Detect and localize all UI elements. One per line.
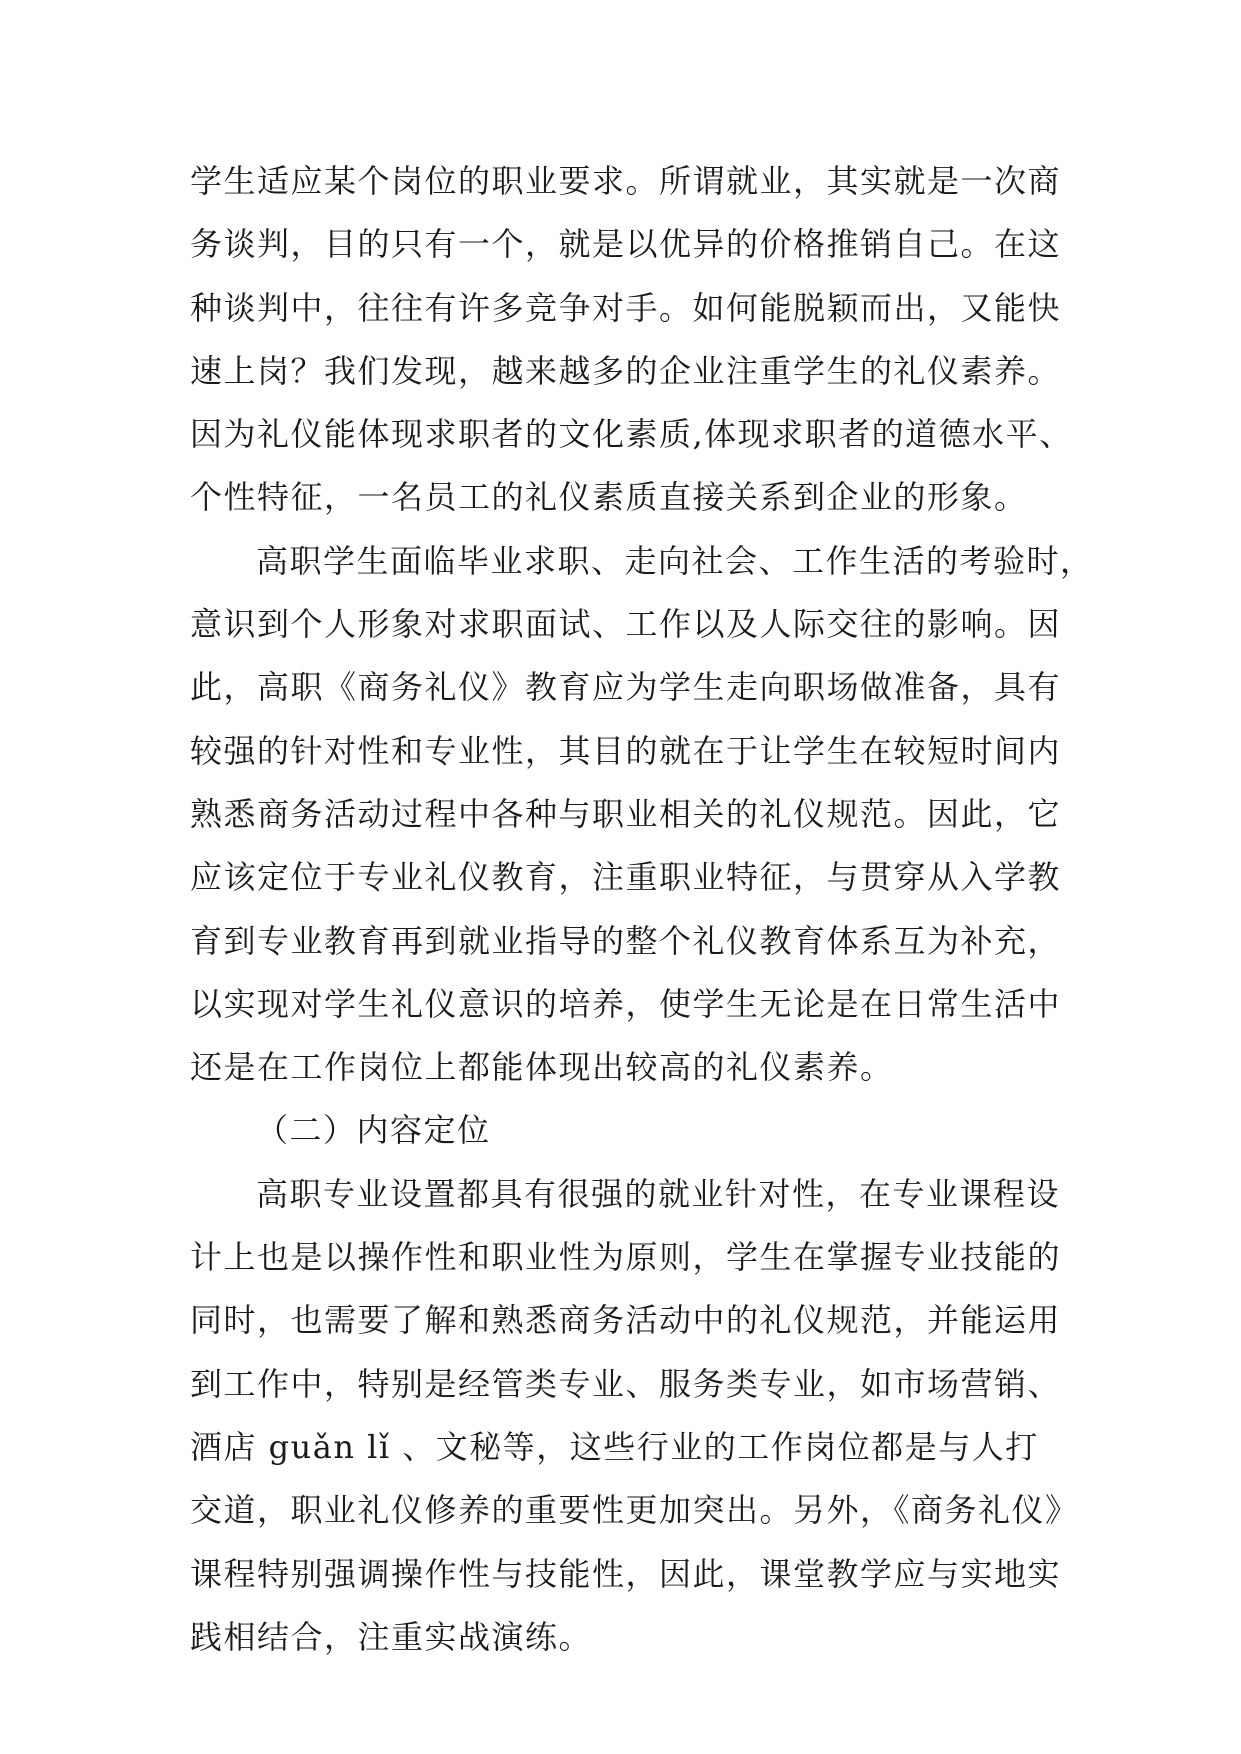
body-text	[190, 150, 1094, 1669]
section-heading: （二）内容定位	[256, 1111, 491, 1150]
text-line: 计上也是以操作性和职业性为原则，学生在掌握专业技能的	[190, 1238, 1062, 1277]
text-line: 践相结合，注重实战演练。	[190, 1617, 593, 1656]
text-line: 育到专业教育再到就业指导的整个礼仪教育体系互为补充，	[190, 921, 1062, 960]
text-line: 较强的针对性和专业性，其目的就在于让学生在较短时间内	[190, 731, 1062, 770]
text-line: 种谈判中，往往有许多竞争对手。如何能脱颖而出，又能快	[190, 288, 1062, 327]
text-line: 务谈判，目的只有一个，就是以优异的价格推销自己。在这	[190, 225, 1062, 264]
text-line: 应该定位于专业礼仪教育，注重职业特征，与贯穿从入学教	[190, 858, 1062, 897]
text-line: 酒店 guǎn lǐ 、文秘等，这些行业的工作岗位都是与人打	[190, 1427, 1039, 1466]
text-line: 此，高职《商务礼仪》教育应为学生走向职场做准备，具有	[190, 668, 1062, 707]
text-line: 还是在工作岗位上都能体现出较高的礼仪素养。	[190, 1048, 894, 1087]
text-line: 课程特别强调操作性与技能性，因此，课堂教学应与实地实	[190, 1554, 1062, 1593]
text-line: 到工作中，特别是经管类专业、服务类专业，如市场营销、	[190, 1364, 1062, 1403]
text-line: 意识到个人形象对求职面试、工作以及人际交往的影响。因	[190, 605, 1062, 644]
paragraph-first-line: 高职学生面临毕业求职、走向社会、工作生活的考验时，	[256, 541, 1094, 580]
text-line: 因为礼仪能体现求职者的文化素质,体现求职者的道德水平、	[190, 415, 1073, 454]
text-line: 个性特征，一名员工的礼仪素质直接关系到企业的形象。	[190, 478, 1028, 517]
text-line: 学生适应某个岗位的职业要求。所谓就业，其实就是一次商	[190, 162, 1062, 200]
text-line: 同时，也需要了解和熟悉商务活动中的礼仪规范，并能运用	[190, 1301, 1062, 1340]
text-line: 交道，职业礼仪修养的重要性更加突出。另外，《商务礼仪》	[190, 1491, 1079, 1530]
paragraph-first-line: 高职专业设置都具有很强的就业针对性，在专业课程设	[256, 1174, 1061, 1213]
text-line: 以实现对学生礼仪意识的培养，使学生无论是在日常生活中	[190, 984, 1062, 1023]
text-line: 速上岗？我们发现，越来越多的企业注重学生的礼仪素养。	[190, 351, 1062, 390]
text-line: 熟悉商务活动过程中各种与职业相关的礼仪规范。因此，它	[190, 794, 1062, 833]
